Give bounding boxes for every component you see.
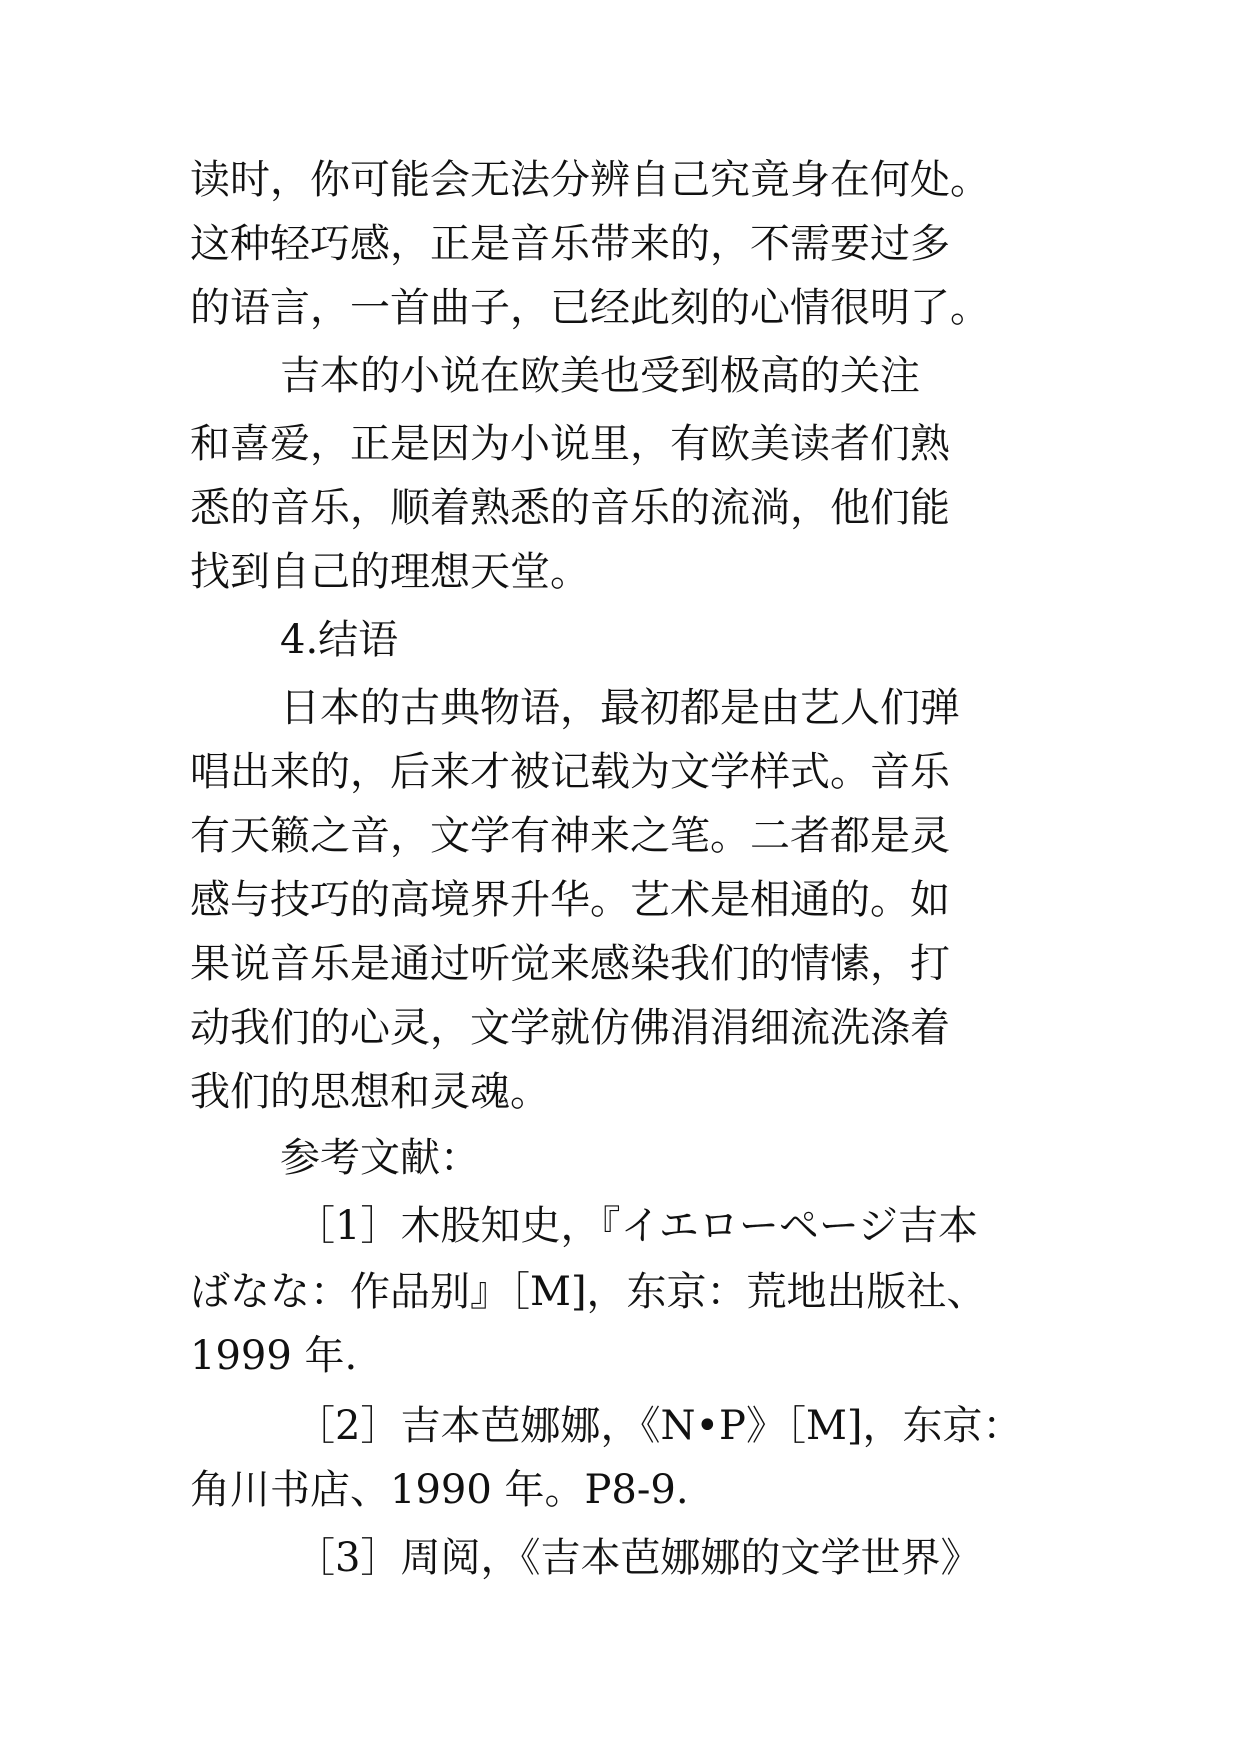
text-line: 读时，你可能会无法分辨自己究竟身在何处。 xyxy=(190,157,990,203)
text-line: 找到自己的理想天堂。 xyxy=(190,549,590,595)
reference-line: ［3］周阅，《吉本芭娜娜的文学世界》 xyxy=(295,1535,981,1581)
text-line: 日本的古典物语，最初都是由艺人们弹 xyxy=(280,685,960,731)
text-line: 果说音乐是通过听觉来感染我们的情愫，打 xyxy=(190,941,950,987)
text-line: 的语言，一首曲子，已经此刻的心情很明了。 xyxy=(190,285,990,331)
section-heading: 4.结语 xyxy=(280,617,399,663)
text-line: 唱出来的，后来才被记载为文学样式。音乐 xyxy=(190,749,950,795)
text-line: 动我们的心灵，文学就仿佛涓涓细流洗涤着 xyxy=(190,1005,950,1051)
text-line: 感与技巧的高境界升华。艺术是相通的。如 xyxy=(190,877,950,923)
reference-line: ［1］木股知史，『イエローページ吉本 xyxy=(295,1203,979,1249)
reference-line: 角川书店、1990 年。P8-9. xyxy=(190,1467,689,1513)
reference-line: ばなな：作品别』［M]，东京：荒地出版社、 xyxy=(190,1269,987,1315)
reference-line: ［2］吉本芭娜娜，《N•P》［M]，东京： xyxy=(295,1403,1023,1449)
text-line: 有天籁之音，文学有神来之笔。二者都是灵 xyxy=(190,813,950,859)
text-line: 这种轻巧感，正是音乐带来的，不需要过多 xyxy=(190,221,950,267)
references-heading: 参考文献： xyxy=(280,1135,480,1181)
text-line: 吉本的小说在欧美也受到极高的关注 xyxy=(280,353,920,399)
text-line: 和喜爱，正是因为小说里，有欧美读者们熟 xyxy=(190,421,950,467)
text-line: 悉的音乐，顺着熟悉的音乐的流淌，他们能 xyxy=(190,485,950,531)
reference-line: 1999 年. xyxy=(190,1333,358,1379)
text-line: 我们的思想和灵魂。 xyxy=(190,1069,550,1115)
